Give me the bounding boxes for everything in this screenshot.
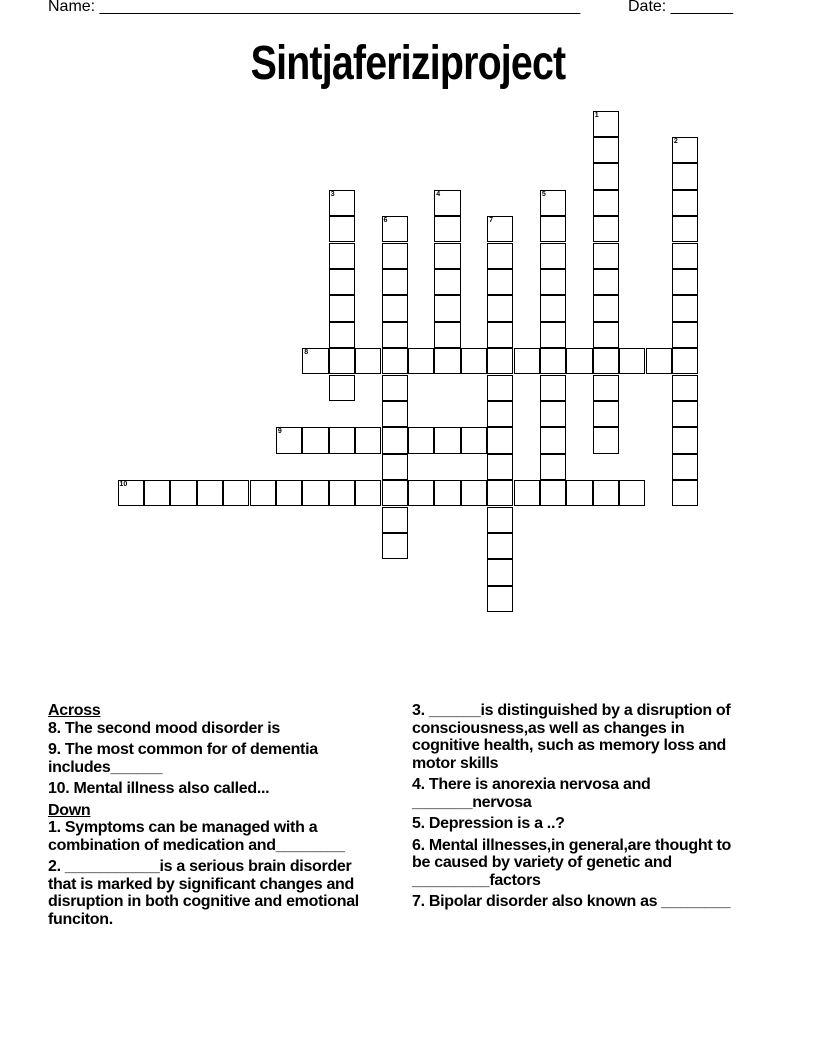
crossword-cell[interactable] <box>276 427 302 453</box>
crossword-cell[interactable] <box>302 480 328 506</box>
crossword-cell[interactable] <box>566 348 592 374</box>
crossword-cell[interactable] <box>382 243 408 269</box>
crossword-cell[interactable] <box>434 348 460 374</box>
crossword-cell[interactable] <box>672 295 698 321</box>
crossword-cell[interactable] <box>329 427 355 453</box>
crossword-cell[interactable] <box>434 295 460 321</box>
crossword-cell[interactable] <box>487 295 513 321</box>
clue-down-6: 6. Mental illnesses,in general,are thought to be caused by variety of genetic and _________factors <box>412 836 732 889</box>
crossword-cell[interactable] <box>355 480 381 506</box>
puzzle-title: Sintjaferiziproject <box>250 37 566 90</box>
crossword-cell[interactable] <box>514 348 540 374</box>
crossword-cell[interactable] <box>144 480 170 506</box>
crossword-cell[interactable] <box>593 190 619 216</box>
crossword-cell[interactable] <box>382 480 408 506</box>
crossword-cell[interactable] <box>672 454 698 480</box>
crossword-cell[interactable] <box>434 427 460 453</box>
clues-column-left <box>48 702 383 932</box>
crossword-cell[interactable] <box>672 322 698 348</box>
crossword-cell[interactable] <box>593 375 619 401</box>
crossword-cell[interactable] <box>487 269 513 295</box>
crossword-cell[interactable] <box>540 243 566 269</box>
clue-down-4: 4. There is anorexia nervosa and _______nervosa <box>412 776 651 811</box>
crossword-cell[interactable] <box>382 533 408 559</box>
crossword-cell[interactable] <box>487 375 513 401</box>
crossword-cell[interactable] <box>619 480 645 506</box>
clue-down-1: 1. Symptoms can be managed with a combination of medication and________ <box>48 819 345 854</box>
crossword-cell[interactable] <box>197 480 223 506</box>
crossword-cell[interactable] <box>593 111 619 137</box>
crossword-cell[interactable] <box>540 295 566 321</box>
crossword-cell[interactable] <box>487 480 513 506</box>
cell-number: 8 <box>304 349 309 357</box>
crossword-cell[interactable] <box>593 243 619 269</box>
crossword-cell[interactable] <box>593 295 619 321</box>
crossword-cell[interactable] <box>329 295 355 321</box>
crossword-cell[interactable] <box>487 243 513 269</box>
cell-number: 4 <box>436 190 441 198</box>
name-field: Name: ______________________________________________________ <box>48 0 581 15</box>
crossword-cell[interactable] <box>540 401 566 427</box>
crossword-cell[interactable] <box>672 243 698 269</box>
crossword-cell[interactable] <box>434 480 460 506</box>
crossword-cell[interactable] <box>461 427 487 453</box>
crossword-cell[interactable] <box>382 322 408 348</box>
crossword-cell[interactable] <box>593 427 619 453</box>
crossword-cell[interactable] <box>487 454 513 480</box>
crossword-cell[interactable] <box>593 480 619 506</box>
crossword-cell[interactable] <box>593 137 619 163</box>
crossword-cell[interactable] <box>461 348 487 374</box>
crossword-cell[interactable] <box>329 190 355 216</box>
crossword-cell[interactable] <box>382 401 408 427</box>
crossword-cell[interactable] <box>382 454 408 480</box>
crossword-cell[interactable] <box>646 348 672 374</box>
clue-across-10: 10. Mental illness also called... <box>48 780 270 797</box>
clue-down-2: 2. ___________is a serious brain disorder that is marked by significant changes and disruption in both cognitive and emotional funciton. <box>48 858 359 928</box>
clue-down-5: 5. Depression is a ..? <box>412 815 565 832</box>
cell-number: 7 <box>489 217 493 225</box>
crossword-cell[interactable] <box>540 269 566 295</box>
crossword-cell[interactable] <box>593 322 619 348</box>
crossword-cell[interactable] <box>487 507 513 533</box>
cell-number: 5 <box>541 190 546 198</box>
crossword-cell[interactable] <box>434 216 460 242</box>
crossword-cell[interactable] <box>382 348 408 374</box>
crossword-cell[interactable] <box>540 348 566 374</box>
crossword-cell[interactable] <box>566 480 592 506</box>
down-heading: Down <box>48 801 91 819</box>
cell-number: 10 <box>119 481 128 489</box>
crossword-cell[interactable] <box>434 322 460 348</box>
cell-number: 6 <box>383 217 388 225</box>
crossword-cell[interactable] <box>329 322 355 348</box>
clues-column-right <box>412 702 752 915</box>
crossword-cell[interactable] <box>514 480 540 506</box>
crossword-cell[interactable] <box>540 454 566 480</box>
crossword-cell[interactable] <box>672 348 698 374</box>
crossword-cell[interactable] <box>382 427 408 453</box>
crossword-cell[interactable] <box>434 243 460 269</box>
crossword-cell[interactable] <box>329 216 355 242</box>
crossword-cell[interactable] <box>118 480 144 506</box>
crossword-cell[interactable] <box>540 216 566 242</box>
crossword-cell[interactable] <box>382 216 408 242</box>
crossword-cell[interactable] <box>593 269 619 295</box>
crossword-cell[interactable] <box>355 427 381 453</box>
crossword-cell[interactable] <box>672 163 698 189</box>
crossword-cell[interactable] <box>593 163 619 189</box>
crossword-cell[interactable] <box>302 348 328 374</box>
crossword-cell[interactable] <box>487 559 513 585</box>
crossword-cell[interactable] <box>487 348 513 374</box>
crossword-cell[interactable] <box>672 137 698 163</box>
crossword-cell[interactable] <box>672 269 698 295</box>
cell-number: 2 <box>673 137 678 145</box>
cell-number: 9 <box>277 428 282 436</box>
crossword-cell[interactable] <box>672 427 698 453</box>
crossword-cell[interactable] <box>672 375 698 401</box>
crossword-cell[interactable] <box>593 216 619 242</box>
across-heading: Across <box>48 702 101 719</box>
crossword-cell[interactable] <box>355 348 381 374</box>
crossword-cell[interactable] <box>329 243 355 269</box>
crossword-cell[interactable] <box>461 480 487 506</box>
crossword-cell[interactable] <box>487 533 513 559</box>
clue-across-8: 8. The second mood disorder is <box>48 719 280 737</box>
crossword-cell[interactable] <box>540 375 566 401</box>
crossword-cell[interactable] <box>540 190 566 216</box>
crossword-cell[interactable] <box>487 216 513 242</box>
crossword-cell[interactable] <box>223 480 249 506</box>
crossword-cell[interactable] <box>382 375 408 401</box>
crossword-cell[interactable] <box>672 401 698 427</box>
crossword-cell[interactable] <box>329 480 355 506</box>
crossword-cell[interactable] <box>619 348 645 374</box>
crossword-cell[interactable] <box>302 427 328 453</box>
crossword-cell[interactable] <box>672 190 698 216</box>
crossword-cell[interactable] <box>408 427 434 453</box>
crossword-cell[interactable] <box>170 480 196 506</box>
crossword-cell[interactable] <box>382 269 408 295</box>
crossword-cell[interactable] <box>329 269 355 295</box>
crossword-cell[interactable] <box>382 295 408 321</box>
crossword-cell[interactable] <box>329 375 355 401</box>
crossword-cell[interactable] <box>382 507 408 533</box>
crossword-cell[interactable] <box>329 348 355 374</box>
crossword-cell[interactable] <box>434 269 460 295</box>
clue-down-7: 7. Bipolar disorder also known as ________ <box>412 893 731 910</box>
crossword-cell[interactable] <box>487 427 513 453</box>
crossword-cell[interactable] <box>672 480 698 506</box>
crossword-cell[interactable] <box>487 401 513 427</box>
clue-down-3: 3. ______is distinguished by a disruption of consciousness,as well as changes in cognitive health, such as memory loss and motor skills <box>412 702 731 772</box>
clue-across-9: 9. The most common for of dementia includes______ <box>48 741 318 776</box>
crossword-cell[interactable] <box>593 348 619 374</box>
crossword-cell[interactable] <box>408 348 434 374</box>
crossword-cell[interactable] <box>276 480 302 506</box>
crossword-cell[interactable] <box>540 322 566 348</box>
crossword-cell[interactable] <box>672 216 698 242</box>
crossword-cell[interactable] <box>487 586 513 612</box>
crossword-cell[interactable] <box>250 480 276 506</box>
crossword-cell[interactable] <box>540 427 566 453</box>
cell-number: 3 <box>330 190 335 198</box>
crossword-cell[interactable] <box>434 190 460 216</box>
crossword-cell[interactable] <box>487 322 513 348</box>
crossword-cell[interactable] <box>540 480 566 506</box>
date-field: Date: _______ <box>628 0 733 15</box>
crossword-cell[interactable] <box>408 480 434 506</box>
crossword-cell[interactable] <box>593 401 619 427</box>
cell-number: 1 <box>594 111 599 119</box>
